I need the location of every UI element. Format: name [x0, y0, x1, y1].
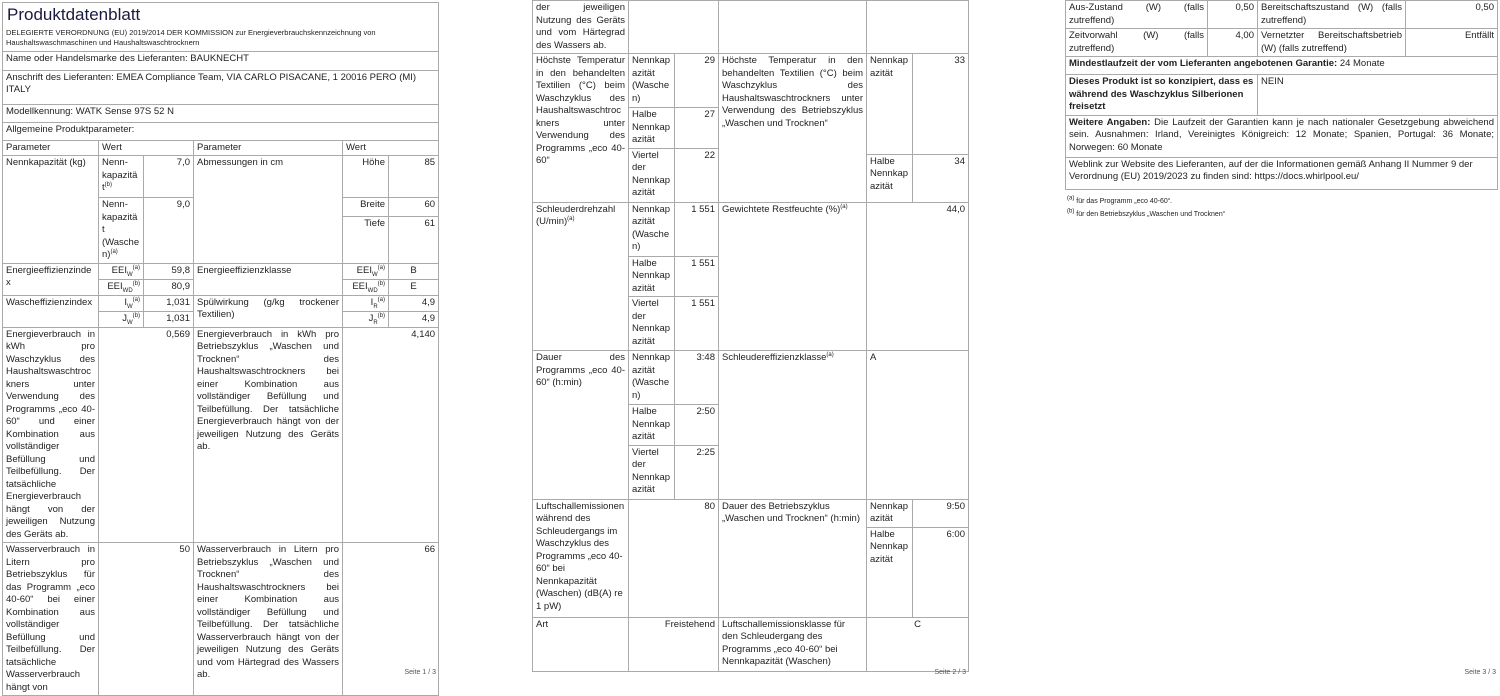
model-row	[3, 104, 439, 122]
eek-w-value: B	[389, 263, 439, 279]
ir-label: $I_R^{(a)}$	[343, 295, 389, 311]
type-value: Freistehend	[629, 617, 719, 671]
eek-label: Energieeffizienzklasse	[194, 263, 343, 295]
supplier-label: Name oder Handelsmarke des Lieferanten:	[6, 52, 188, 64]
address-value: EMEA Compliance Team, VIA CARLO PISACANE, 1 20016 PERO (MI) ITALY	[6, 71, 417, 95]
page-title: Produktdatenblatt	[3, 3, 439, 28]
spuel-label: Spülwirkung (g/kg trockener Textilien)	[194, 295, 343, 327]
spin-row-label: Nennkapazität (Waschen)	[629, 202, 675, 256]
further-info	[1066, 115, 1498, 157]
duration-row-label: Halbe Nennkapazität	[629, 405, 675, 446]
jr-label: $J_R^{(b)}$	[343, 311, 389, 327]
temp-washdry-label: Höchste Temperatur in den behandelten Textilien (°C) beim Waschzyklus des Haushaltswaschtrockners unter Verwendung des Betriebszyklus „Waschen und Trocknen“	[719, 54, 867, 203]
width-label: Breite	[343, 198, 389, 217]
eeiw-label: $EEI_W^{(a)}$	[99, 263, 144, 279]
noise-value: 80	[629, 499, 719, 617]
header-value: Wert	[343, 140, 439, 156]
header-value: Wert	[99, 140, 194, 156]
water-wash-label: Wasserverbrauch in Litern pro Betriebszyklus für das Programm „eco 40-60“ bei einer Kombination aus vollständiger Befüllung und Teilbefüllung. Der tatsächliche Wasserverbrauch hängt von	[3, 543, 99, 696]
spin-class-value: A	[867, 351, 969, 500]
standby-value: 0,50	[1406, 1, 1498, 29]
jw-value: 1,031	[144, 311, 194, 327]
warranty-value: 24 Monate	[1339, 58, 1385, 69]
water-washdry-value: 66	[343, 543, 439, 696]
model-value: WATK Sense 97S 52 N	[75, 105, 174, 117]
spin-row-label: Viertel der Nennkapazität	[629, 297, 675, 351]
silver-ion-label: Dieses Produkt ist so konzipiert, dass es während des Waschzyklus Silberionen freisetzt	[1066, 75, 1258, 116]
height-value: 85	[389, 156, 439, 198]
page-2	[530, 0, 970, 678]
width-value: 60	[389, 198, 439, 217]
water-wash-value: 50	[99, 543, 194, 696]
temp-wash-label: Höchste Temperatur in den behandelten Textilien (°C) beim Waschzyklus des Haushaltswaschtrockners unter Verwendung des Programms „eco 40-60“	[533, 54, 629, 203]
nenn-b-value: 9,0	[144, 198, 194, 264]
iw-label: $I_W^{(a)}$	[99, 295, 144, 311]
duration-label: Dauer des Programms „eco 40-60“ (h:min)	[533, 351, 629, 500]
noise-class-label: Luftschallemissionsklasse für den Schleudergang des Programms „eco 40-60“ bei Nennkapazität (Waschen)	[719, 617, 867, 671]
temp-wash-row-label: Nennkapazität (Waschen)	[629, 54, 675, 108]
header-parameter: Parameter	[194, 140, 343, 156]
spin-row-value: 1 551	[675, 202, 719, 256]
energy-wash-value: 0,569	[99, 327, 194, 543]
spin-class-label: Schleudereffizienzklasse$^{(a)}$	[719, 351, 867, 500]
general-params-heading: Allgemeine Produktparameter:	[3, 122, 439, 140]
temp-washdry-row-value: 33	[913, 54, 969, 155]
spin-row-label: Halbe Nennkapazität	[629, 256, 675, 297]
duration-row-value: 2:50	[675, 405, 719, 446]
page-number: Seite 3 / 3	[1464, 669, 1496, 676]
energy-washdry-value: 4,140	[343, 327, 439, 543]
temp-wash-row-value: 27	[675, 108, 719, 149]
page-number: Seite 2 / 3	[934, 669, 966, 676]
jr-value: 4,9	[389, 311, 439, 327]
type-label: Art	[533, 617, 629, 671]
energy-washdry-label: Energieverbrauch in kWh pro Betriebszyklus „Waschen und Trocknen“ des Haushaltswaschtrockners bei einer Kombination aus vollständiger Befüllung und Teilbefüllung. Der tatsächliche Energieverbrauch hängt von der jeweiligen Nutzung des Geräts ab.	[194, 327, 343, 543]
standby-label: Bereitschaftszustand (W) (falls zutreffend)	[1258, 1, 1406, 29]
rest-moisture-label: Gewichtete Restfeuchte (%)$^{(a)}$	[719, 202, 867, 351]
duration-washdry-row-value: 6:00	[913, 527, 969, 617]
duration-row-value: 3:48	[675, 351, 719, 405]
duration-row-label: Viertel der Nennkapazität	[629, 445, 675, 499]
eek-wd-value: E	[389, 279, 439, 295]
spin-row-value: 1 551	[675, 256, 719, 297]
spin-speed-label: Schleuderdrehzahl $(U/\min)^{(a)}$	[533, 202, 629, 351]
temp-wash-row-value: 29	[675, 54, 719, 108]
temp-washdry-row-value: 34	[913, 154, 969, 202]
footnote-b: $^{(b)}$ für den Betriebszyklus „Waschen und Trocknen“	[1067, 208, 1226, 218]
weblink-url[interactable]: https://docs.whirlpool.eu/	[1254, 171, 1359, 182]
nenn-b-label: Nenn- kapazität (Waschen)$^{(a)}$	[99, 198, 144, 264]
continued-value	[629, 1, 719, 54]
eek-wd-label: $EEI_{WD}^{(b)}$	[343, 279, 389, 295]
further-info-label: Weitere Angaben:	[1069, 116, 1151, 128]
ir-value: 4,9	[389, 295, 439, 311]
continued-value-2	[867, 1, 969, 54]
page-3	[1060, 0, 1500, 678]
duration-row-value: 2:25	[675, 445, 719, 499]
eeiwd-value: 80,9	[144, 279, 194, 295]
spin-row-value: 1 551	[675, 297, 719, 351]
continued-label: der jeweiligen Nutzung des Geräts und vom Härtegrad des Wassers ab.	[533, 1, 629, 54]
delay-start-value: 4,00	[1208, 29, 1258, 57]
product-sheet-table-3	[1065, 0, 1498, 190]
rest-moisture-value: 44,0	[867, 202, 969, 351]
warranty-row	[1066, 57, 1498, 75]
page-1	[0, 0, 440, 693]
model-label: Modellkennung:	[6, 105, 74, 117]
water-washdry-label: Wasserverbrauch in Litern pro Betriebszyklus „Waschen und Trocknen“ des Haushaltswaschtrockners bei einer Kombination aus vollständiger Befüllung und Teilbefüllung. Der tatsächliche Wasserverbrauch hängt von der jeweiligen Nutzung des Geräts und vom Härtegrad des Wassers ab.	[194, 543, 343, 696]
off-mode-label: Aus-Zustand (W) (falls zutreffend)	[1066, 1, 1208, 29]
supplier-value: BAUKNECHT	[190, 52, 249, 64]
temp-washdry-row-label: Nennkapazität	[867, 54, 913, 155]
further-info-text: Die Laufzeit der Garantien kann je nach nationaler Gesetzgebung abweichend sein. Ausnahmen: Irland, Vereinigtes Königreich: 12 Monate; Spanien, Portugal: 36 Monate; Norwegen: 60 Monate	[1069, 116, 1494, 153]
delay-start-label: Zeitvorwahl (W) (falls zutreffend)	[1066, 29, 1208, 57]
duration-washdry-row-label: Nennkapazität	[867, 499, 913, 527]
eeiwd-label: $EEI_{WD}^{(b)}$	[99, 279, 144, 295]
warranty-label: Mindestlaufzeit der vom Lieferanten angebotenen Garantie:	[1069, 58, 1338, 69]
supplier-row	[3, 51, 439, 70]
temp-wash-row-label: Halbe Nennkapazität	[629, 108, 675, 149]
address-label: Anschrift des Lieferanten:	[6, 71, 114, 83]
nenn-a-label: Nenn- kapazität$^{(b)}$	[99, 156, 144, 198]
depth-label: Tiefe	[343, 216, 389, 263]
dimensions-label: Abmessungen in cm	[194, 156, 343, 264]
duration-washdry-row-label: Halbe Nennkapazität	[867, 527, 913, 617]
eeiw-value: 59,8	[144, 263, 194, 279]
wei-label: Wascheffizienzindex	[3, 295, 99, 327]
header-parameter: Parameter	[3, 140, 99, 156]
height-label: Höhe	[343, 156, 389, 198]
product-sheet-table-2	[532, 0, 969, 672]
network-standby-value: Entfällt	[1406, 29, 1498, 57]
temp-wash-row-value: 22	[675, 148, 719, 202]
eei-label: Energieeffizienzindex	[3, 263, 99, 295]
network-standby-label: Vernetzter Bereitschaftsbetrieb (W) (falls zutreffend)	[1258, 29, 1406, 57]
silver-ion-value: NEIN	[1258, 75, 1498, 116]
nennkapazitaet-label: Nennkapazität (kg)	[3, 156, 99, 264]
continued-label-2	[719, 1, 867, 54]
iw-value: 1,031	[144, 295, 194, 311]
off-mode-value: 0,50	[1208, 1, 1258, 29]
temp-wash-row-label: Viertel der Nennkapazität	[629, 148, 675, 202]
duration-washdry-label: Dauer des Betriebszyklus „Waschen und Trocknen“ (h:min)	[719, 499, 867, 617]
eek-w-label: $EEI_W^{(a)}$	[343, 263, 389, 279]
depth-value: 61	[389, 216, 439, 263]
duration-row-label: Nennkapazität (Waschen)	[629, 351, 675, 405]
address-row	[3, 70, 439, 104]
noise-class-value: C	[867, 617, 969, 671]
duration-washdry-row-value: 9:50	[913, 499, 969, 527]
page-number: Seite 1 / 3	[404, 669, 436, 676]
noise-label: Luftschallemissionen während des Schleudergangs im Waschzyklus des Programms „eco 40-60“ bei Nennkapazität (Waschen) (dB(A) re 1 pW)	[533, 499, 629, 617]
energy-wash-label: Energieverbrauch in kWh pro Waschzyklus des Haushaltswaschtrockners unter Verwendung des Programms „eco 40-60“ und einer Kombination aus vollständiger Befüllung und Teilbefüllung. Der tatsächliche Energieverbrauch hängt von der jeweiligen Nutzung des Geräts ab.	[3, 327, 99, 543]
temp-washdry-row-label: Halbe Nennkapazität	[867, 154, 913, 202]
weblink-text: Weblink zur Website des Lieferanten, auf der die Informationen gemäß Anhang II Nummer 9 der Verordnung (EU) 2019/2023 zu finden sind:	[1069, 158, 1473, 182]
product-sheet-table-1	[2, 2, 439, 696]
weblink-row	[1066, 157, 1498, 189]
footnote-a: $^{(a)}$ für das Programm „eco 40-60“.	[1067, 195, 1172, 205]
nenn-a-value: 7,0	[144, 156, 194, 198]
regulation-text: DELEGIERTE VERORDNUNG (EU) 2019/2014 DER KOMMISSION zur Energieverbrauchskennzeichnung von Haushaltswaschmaschinen und Haushaltswaschtrocknern	[3, 27, 439, 51]
jw-label: $J_W^{(b)}$	[99, 311, 144, 327]
